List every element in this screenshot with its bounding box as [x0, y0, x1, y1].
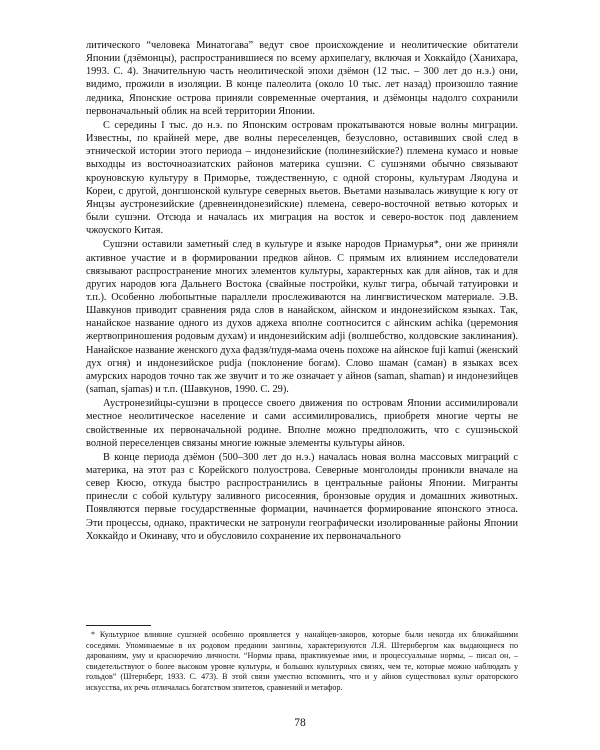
main-text	[86, 39, 518, 543]
paragraph-2: С середины I тыс. до н.э. по Японским островам прокатываются новые волны миграции. Известны, по крайней мере, две волны переселенцев, безусловно, оставивших свой след в этнической истории этого периода – индонезийские (полинезийские?) племена кумасо и новые выходцы из восточноазиатских районов материка сушэни. С сушэнями обычно связывают кроуновскую культуру в Приморье, тождественную, с одной стороны, культурам Ляодуна и Кореи, с другой, донгшонской культуре северных вьетов. Вьетами называлась живущие к югу от Янцзы аустронезийские (древнеиндонезийские) племена, северо-восточной ветвью которых и были сушэни. Отсюда и началась их миграция на восток и северо-восток под давлением чжоуского Китая.	[86, 119, 518, 237]
paragraph-3: Сушэни оставили заметный след в культуре и языке народов Приамурья*, они же приняли активное участие и в формировании предков айнов. С прямым их влиянием исследователи связывают распространение многих элементов культуры, характерных как для айнов, так и для других народов юга Дальнего Востока (свайные постройки, культ тигра, обычай татуировки и т.п.). Особенно любопытные параллели прослеживаются на лингвистическом материале. Э.В. Шавкунов приводит сравнения ряда слов в нанайском, айнском и индонезийском языках. Так, нанайское название одного из духов аджеха вполне соотносится с айнским achika (церемония жертвоприношения родовым духам) и индонезийским adji (волшебство, колдовские заклинания). Нанайское название женского духа фадзя/пудя-мама очень похоже на айнское fuji kamui (женский дух огня) и индонезийское pudja (поклонение богам). Слово шаман (саман) в языках всех амурских народов точно так же звучит и то же означает у айнов (saman, shaman) и индонезийцев (saman, sjamas) и т.п. (Шавкунов, 1990. С. 29).	[86, 239, 518, 396]
page-number: 78	[294, 717, 306, 729]
footnote-text: * Культурное влияние сушэней особенно проявляется у нанайцев-закоров, которые были некогда их ближайшими соседями. Упоминаемые в их родовом предании зангины, характеризуются Л.Я. Штернбергом как выдающиеся по дарованиям, уму и красноречию личности. “Нормы права, практикуемые ими, и процессуальные нормы, – писал он, – свидетельствуют о более высоком уровне культуры, и больших культурных связях, чем те, которые можно наблюдать у гольдов” (Штернберг, 1933. С. 473). В этой связи уместно вспомнить, что и у айнов существовал культ ораторского искусства, их речь отличалась богатством эпитетов, сравнений и метафор.	[86, 630, 518, 692]
paragraph-5: В конце периода дзёмон (500–300 лет до н.э.) началась новая волна массовых миграций с материка, на этот раз с Корейского полуострова. Северные монголоиды проникли вначале на север Кюсю, откуда быстро распространились в центральные районы Японии. Мигранты принесли с собой культуру заливного рисосеяния, бронзовые орудия и домашних животных. Появляются первые государственные формации, начинается формирование японского этноса. Эти процессы, однако, практически не затронули географически изолированные районы Японии Хоккайдо и Окинаву, что и обусловило сохранение их первоначального	[86, 451, 518, 542]
footnote-divider	[86, 625, 151, 626]
paragraph-4: Аустронезийцы-сушэни в процессе своего движения по островам Японии ассимилировали местное неолитическое население и сами ассимилировались, приобретя многие черты не свойственные их первоначальной родине. Вполне можно предположить, что с сушэньской волной переселенцев связаны многие южные элементы культуры айнов.	[86, 398, 518, 449]
footnote	[86, 630, 518, 694]
paragraph-1: литического “человека Минатогава” ведут свое происхождение и неолитические обитатели Японии (дзёмонцы), распространившиеся по всему архипелагу, включая и Хоккайдо (Ханихара, 1993. С. 4). Значительную часть неолитической эпохи дзёмон (12 тыс. – 300 лет до н.э.) они, видимо, прожили в изоляции. В конце палеолита (около 10 тыс. лет назад) произошло таяние ледника, Японские острова приняли современные очертания, и дзёмонцы надолго сохранили первоначальный облик на всей территории Японии.	[86, 40, 518, 117]
